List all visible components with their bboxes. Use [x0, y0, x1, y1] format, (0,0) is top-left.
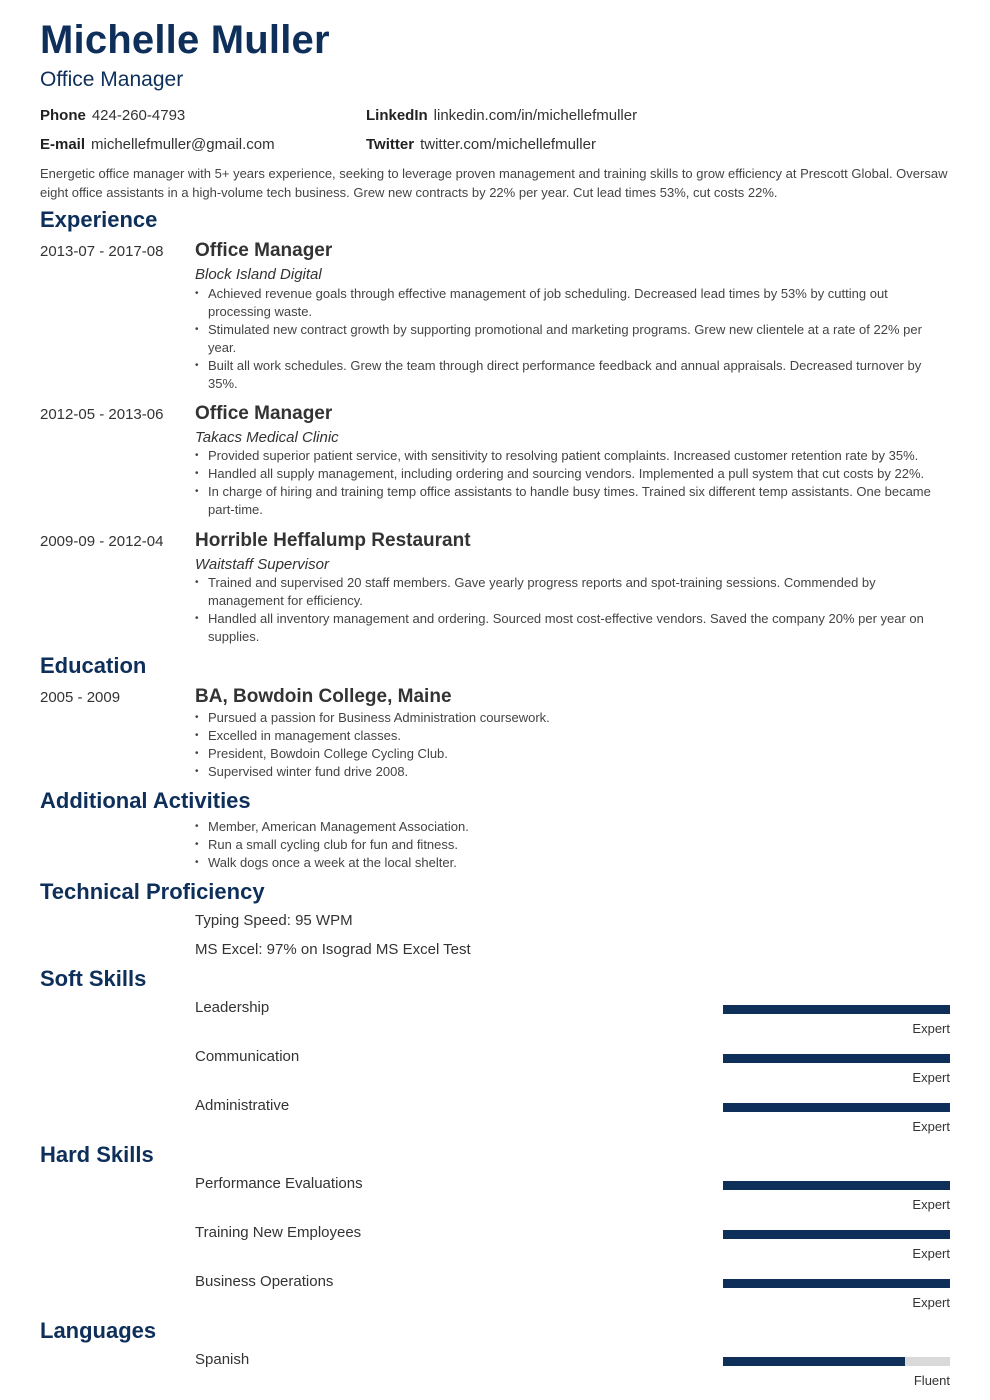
entry-date: 2012-05 - 2013-06 [40, 406, 164, 423]
skill-level-label: Expert [912, 1119, 950, 1134]
skill-name: Performance Evaluations [195, 1175, 363, 1192]
skill-level-bar [723, 1054, 950, 1063]
contact-phone [40, 107, 185, 124]
bullet-item: • Excelled in management classes. [208, 727, 948, 745]
entry-company: Waitstaff Supervisor [195, 556, 329, 573]
skill-level-label: Expert [912, 1246, 950, 1261]
entry-bullets [195, 574, 948, 646]
language-name: Spanish [195, 1351, 250, 1368]
bullet-item: • Built all work schedules. Grew the team through direct performance feedback and annual appraisals. Decreased turnover by 35%. [208, 357, 948, 393]
bullet-item: • Stimulated new contract growth by supporting promotional and marketing programs. Grew new clientele at a rate of 22% per year. [208, 321, 948, 357]
skill-level-fill [723, 1181, 950, 1190]
education-heading: Education [40, 653, 147, 678]
candidate-role: Office Manager [40, 68, 184, 91]
skill-level-fill [723, 1279, 950, 1288]
entry-bullets [195, 447, 948, 519]
hard-skills-heading: Hard Skills [40, 1142, 154, 1167]
skill-level-fill [723, 1054, 950, 1063]
language-level-fill [723, 1357, 905, 1366]
skill-level-bar [723, 1279, 950, 1288]
skill-level-label: Expert [912, 1070, 950, 1085]
skill-level-bar [723, 1005, 950, 1014]
bullet-item: • Supervised winter fund drive 2008. [208, 763, 948, 781]
language-level-label: Fluent [913, 1373, 950, 1388]
entry-title: Office Manager [195, 403, 333, 424]
technical-item: MS Excel: 97% on Isograd MS Excel Test [195, 941, 471, 958]
bullet-item: • Provided superior patient service, with sensitivity to resolving patient complaints. Increased customer retention rate by 35%. [208, 447, 948, 465]
soft-skills-heading: Soft Skills [40, 966, 147, 991]
twitter-label: Twitter [366, 136, 415, 153]
skill-name: Training New Employees [195, 1224, 362, 1241]
contact-email [40, 136, 275, 153]
skill-level-label: Expert [912, 1295, 950, 1310]
entry-title: Horrible Heffalump Restaurant [195, 530, 471, 551]
technical-heading: Technical Proficiency [40, 879, 265, 904]
bullet-item: • Member, American Management Association. [208, 818, 948, 836]
linkedin-value: linkedin.com/in/michellefmuller [433, 107, 638, 124]
entry-title: Office Manager [195, 240, 333, 261]
bullet-item: • Handled all inventory management and ordering. Sourced most cost-effective vendors. Saved the company 20% per year on supplies. [208, 610, 948, 646]
phone-value: 424-260-4793 [91, 107, 186, 124]
languages-heading: Languages [40, 1318, 157, 1343]
linkedin-label: LinkedIn [366, 107, 428, 124]
technical-item: Typing Speed: 95 WPM [195, 912, 353, 929]
entry-company: Takacs Medical Clinic [195, 429, 339, 446]
phone-label: Phone [40, 107, 86, 124]
bullet-item: • Trained and supervised 20 staff members. Gave yearly progress reports and spot-training sessions. Commended by management for efficiency. [208, 574, 948, 610]
skill-name: Administrative [195, 1097, 290, 1114]
summary-text: Energetic office manager with 5+ years experience, seeking to leverage proven management and training skills to grow efficiency at Prescott Global. Oversaw eight office assistants in a high-volume tech business. Grew new contracts by 22% per year. Cut lead times 53%, cut costs 22%. [40, 166, 948, 200]
skill-level-fill [723, 1103, 950, 1112]
bullet-item: • Handled all supply management, including ordering and sourcing vendors. Implemented a pull system that cut costs by 22%. [208, 465, 948, 483]
entry-date: 2013-07 - 2017-08 [40, 243, 164, 260]
email-label: E-mail [40, 136, 86, 153]
skill-level-bar [723, 1103, 950, 1112]
activities-heading: Additional Activities [40, 788, 251, 813]
skill-name: Leadership [195, 999, 270, 1016]
bullet-item: • President, Bowdoin College Cycling Club. [208, 745, 948, 763]
email-value: michellefmuller@gmail.com [91, 136, 275, 153]
bullet-item: • Run a small cycling club for fun and fitness. [208, 836, 948, 854]
skill-level-fill [723, 1005, 950, 1014]
activities-bullets [195, 818, 948, 872]
contact-twitter [366, 136, 596, 153]
contact-linkedin [366, 107, 637, 124]
skill-level-bar [723, 1181, 950, 1190]
bullet-item: • Achieved revenue goals through effective management of job scheduling. Decreased lead times by 53% by cutting out processing waste. [208, 285, 948, 321]
entry-bullets [195, 709, 948, 781]
bullet-item: • In charge of hiring and training temp office assistants to handle busy times. Trained six different temp assistants. One became part-time. [208, 483, 948, 519]
twitter-value: twitter.com/michellefmuller [420, 136, 596, 153]
entry-date: 2005 - 2009 [40, 689, 121, 706]
skill-level-bar [723, 1230, 950, 1239]
skill-level-fill [723, 1230, 950, 1239]
experience-heading: Experience [40, 207, 158, 232]
entry-title: BA, Bowdoin College, Maine [195, 686, 452, 707]
bullet-item: • Walk dogs once a week at the local shelter. [208, 854, 948, 872]
entry-company: Block Island Digital [195, 266, 322, 283]
skill-name: Communication [195, 1048, 300, 1065]
skill-level-label: Expert [912, 1197, 950, 1212]
language-level-bar [723, 1357, 950, 1366]
candidate-name: Michelle Muller [40, 18, 330, 62]
entry-date: 2009-09 - 2012-04 [40, 533, 164, 550]
skill-name: Business Operations [195, 1273, 334, 1290]
skill-level-label: Expert [912, 1021, 950, 1036]
bullet-item: • Pursued a passion for Business Administration coursework. [208, 709, 948, 727]
entry-bullets [195, 285, 948, 393]
